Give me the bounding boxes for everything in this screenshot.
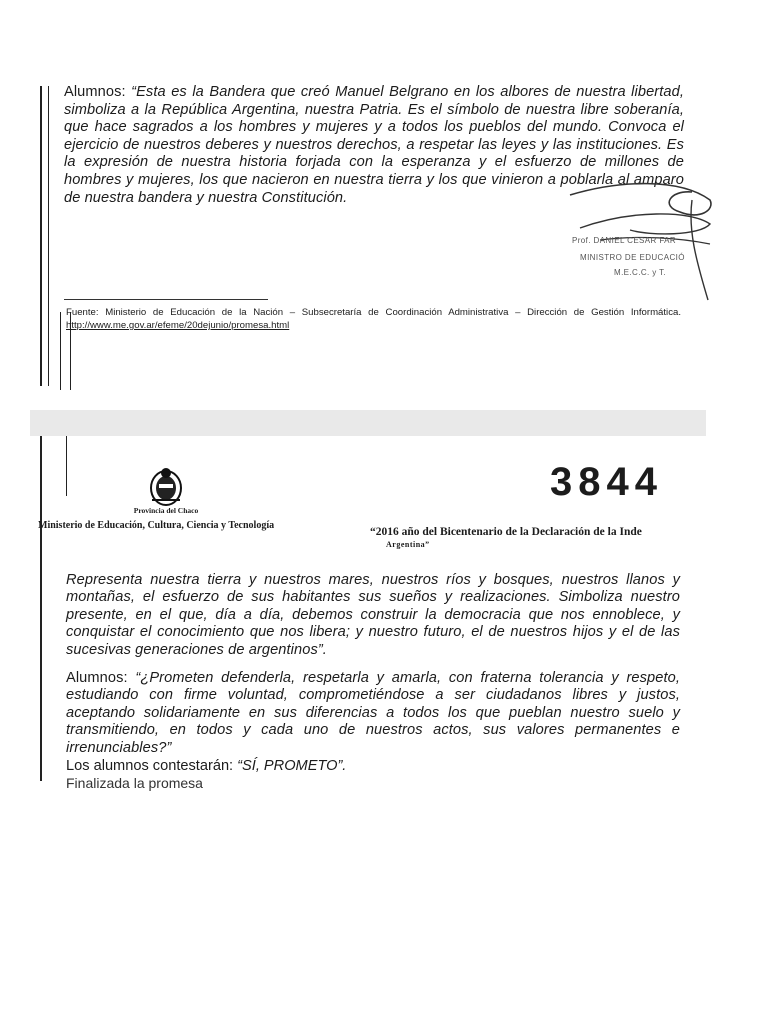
ministry-name: Ministerio de Educación, Cultura, Ciencia y Tecnología: [38, 520, 275, 531]
year-motto-continuation: Argentina”: [386, 540, 430, 549]
signature-name: Prof. DANIEL CESAR FAR: [572, 236, 677, 245]
province-seal-icon: [146, 464, 186, 508]
footnote: [66, 306, 681, 332]
margin-line: [48, 86, 49, 386]
speaker-label: Alumnos:: [66, 670, 136, 686]
handwritten-signature: [560, 140, 720, 310]
margin-line: [40, 436, 42, 781]
signature-title: MINISTRO DE EDUCACIÓ: [580, 253, 685, 262]
signature-department: M.E.C.C. y T.: [614, 268, 667, 277]
footnote-link[interactable]: http://www.me.gov.ar/efeme/20dejunio/promesa.html: [66, 320, 290, 331]
answer-quote: “SÍ, PROMETO”.: [237, 758, 347, 774]
page-separator: [30, 410, 706, 436]
flag-representation-paragraph: Representa nuestra tierra y nuestros mares, nuestros ríos y bosques, nuestros llanos y montañas, el esfuerzo de sus habitantes sus sueños y realizaciones. Simboliza nuestro presente, en el que, día a día, debemos construir la democracia que nos ennoblece, y conquistar el conocimiento que nos libera; y nuestro futuro, el de nuestros hijos y el de las sucesivas generaciones de argentinos”.: [66, 572, 680, 658]
paragraph-text: “¿Prometen defenderla, respetarla y amarla, con fraterna tolerancia y respeto, estudiando con firme voluntad, comprometiéndose a ser ciudadanos libres y justos, aceptando solidariamente en sus diferencias a todos los que pueblan nuestro suelo y transmitiendo, en todos y cada uno de nuestros actos, sus valores permanentes e irrenunciables?”: [66, 670, 680, 756]
document-number: 3844: [550, 460, 663, 504]
paragraph-text: “Esta es la Bandera que creó Manuel Belgrano en los albores de nuestra libertad, simboliza a la República Argentina, nuestra Patria. Es el símbolo de nuestra libre soberanía, que hace sagrados a los hombres y mujeres y a todos los pueblos del mundo. Convoca el ejercicio de nuestros deberes y nuestros derechos, a respetar las leyes y las instituciones. Es la expresión de nuestra historia forjada con la esperanza y el esfuerzo de millones de hombres y mujeres, los que nacieron en nuestra tierra y los que vinieron a poblarla al amparo de nuestra bandera y nuestra Constitución.: [64, 84, 684, 206]
speaker-label: Alumnos:: [64, 84, 132, 100]
margin-line: [66, 436, 67, 496]
footnote-text: Fuente: Ministerio de Educación de la Nación – Subsecretaría de Coordinación Administrativa – Dirección de Gestión Informática.: [66, 307, 681, 318]
promise-question-paragraph: [66, 670, 680, 757]
cut-off-line: Finalizada la promesa: [66, 775, 203, 791]
margin-line: [60, 312, 61, 390]
students-answer: [66, 758, 346, 774]
year-motto: “2016 año del Bicentenario de la Declaración de la Inde: [370, 526, 642, 538]
margin-line: [40, 86, 42, 386]
province-name: Provincia del Chaco: [133, 506, 199, 515]
answer-label: Los alumnos contestarán:: [66, 758, 238, 774]
scanned-page-top: [0, 0, 768, 410]
footnote-rule: [64, 299, 268, 300]
